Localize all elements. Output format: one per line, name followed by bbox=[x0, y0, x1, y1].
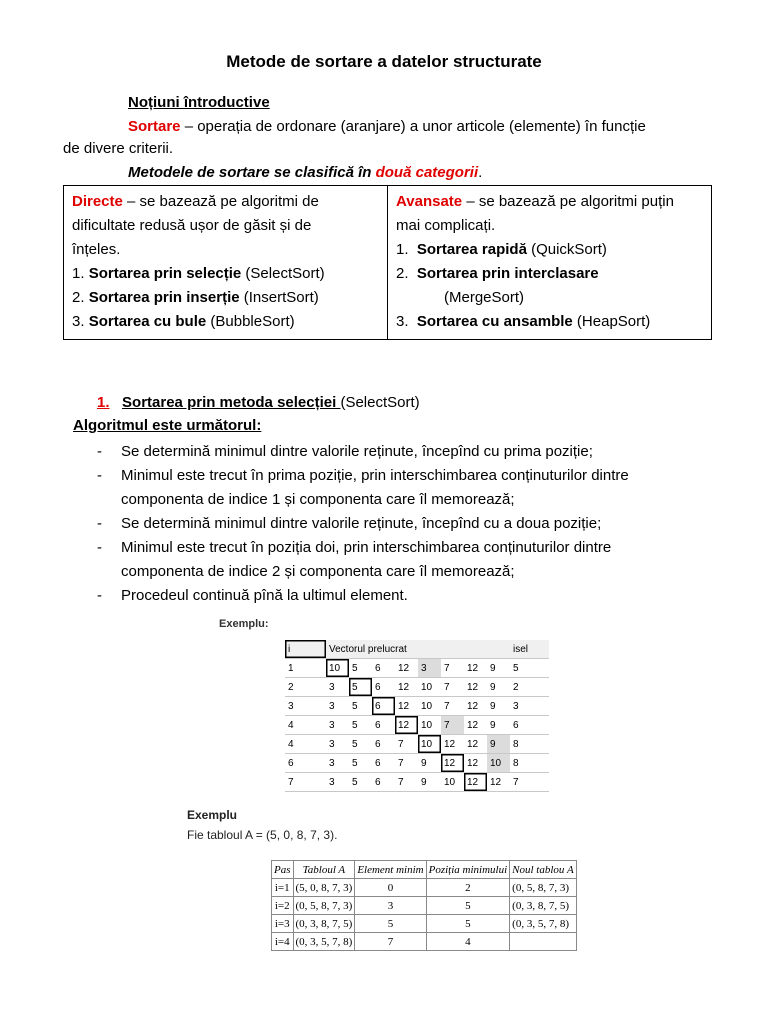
ex2-header-nou: Noul tablou A bbox=[510, 861, 577, 879]
ex1-cell-i: 4 bbox=[285, 735, 326, 754]
ex1-cell-value: 6 bbox=[372, 735, 395, 754]
ex1-cell-value: 12 bbox=[441, 754, 464, 773]
ex2-cell: i=2 bbox=[272, 897, 294, 915]
ex1-cell-value: 5 bbox=[349, 716, 372, 735]
ex1-cell-value: 6 bbox=[372, 659, 395, 678]
step-2: - Minimul este trecut în prima poziție, prin interschimbarea conținuturilor dintre componenta de indice 1 și componenta care îl memorează; bbox=[97, 467, 629, 508]
ex1-cell-value: 5 bbox=[349, 659, 372, 678]
example2-intro: Fie tabloul A = (5, 0, 8, 7, 3). bbox=[187, 828, 338, 842]
ex1-cell-value: 6 bbox=[372, 773, 395, 792]
ex1-cell-i: 2 bbox=[285, 678, 326, 697]
ex1-cell-i: 6 bbox=[285, 754, 326, 773]
direct-name: Directe bbox=[72, 193, 123, 210]
ex1-row bbox=[285, 697, 549, 716]
ex1-cell-value: 6 bbox=[372, 716, 395, 735]
ex1-cell-i: 3 bbox=[285, 697, 326, 716]
section1-number: 1. bbox=[97, 394, 110, 411]
direct-item-1: 1. Sortarea prin selecție (SelectSort) bbox=[72, 265, 325, 282]
ex1-cell-value: 9 bbox=[487, 735, 510, 754]
advanced-item-1: 1. Sortarea rapidă (QuickSort) bbox=[396, 241, 607, 258]
ex1-cell-value: 6 bbox=[372, 754, 395, 773]
advanced-desc-2: mai complicați. bbox=[396, 217, 496, 234]
ex1-cell-value: 10 bbox=[326, 659, 349, 678]
direct-column bbox=[64, 186, 387, 339]
ex2-cell: 3 bbox=[355, 897, 426, 915]
example1-label: Exemplu: bbox=[219, 618, 269, 630]
step-3: - Se determină minimul dintre valorile reținute, începînd cu a doua poziție; bbox=[97, 515, 602, 532]
ex1-cell-value: 10 bbox=[487, 754, 510, 773]
ex1-cell-value: 7 bbox=[441, 716, 464, 735]
ex1-cell-value: 7 bbox=[395, 754, 418, 773]
ex2-row bbox=[272, 915, 577, 933]
ex1-cell-value: 3 bbox=[326, 773, 349, 792]
ex1-cell-value: 9 bbox=[418, 754, 441, 773]
ex2-cell: 0 bbox=[355, 879, 426, 897]
advanced-column bbox=[387, 186, 711, 339]
ex1-cell-value: 9 bbox=[487, 716, 510, 735]
classify-red: două categorii bbox=[375, 164, 479, 181]
ex2-cell: (0, 5, 8, 7, 3) bbox=[510, 879, 577, 897]
direct-item-2: 2. Sortarea prin inserție (InsertSort) bbox=[72, 289, 319, 306]
ex2-header-pozitie: Poziția minimului bbox=[426, 861, 510, 879]
ex1-cell-value: 10 bbox=[418, 735, 441, 754]
ex1-cell-value: 5 bbox=[349, 754, 372, 773]
ex2-cell: 5 bbox=[355, 915, 426, 933]
advanced-desc-1: – se bazează pe algoritmi puțin bbox=[462, 193, 674, 210]
ex1-cell-value: 12 bbox=[464, 697, 487, 716]
classify-prefix: Metodele de sortare se clasifică în bbox=[128, 164, 376, 181]
ex1-cell-value: 9 bbox=[487, 697, 510, 716]
ex2-cell: 5 bbox=[426, 897, 510, 915]
ex2-cell: (0, 3, 5, 7, 8) bbox=[510, 915, 577, 933]
ex2-header-pas: Pas bbox=[272, 861, 294, 879]
ex1-cell-value: 12 bbox=[395, 659, 418, 678]
ex1-cell-value: 3 bbox=[326, 678, 349, 697]
ex1-cell-value: 3 bbox=[326, 716, 349, 735]
ex1-cell-value: 5 bbox=[349, 735, 372, 754]
page-title: Metode de sortare a datelor structurate bbox=[226, 52, 542, 71]
ex2-row bbox=[272, 897, 577, 915]
ex1-cell-value: 10 bbox=[441, 773, 464, 792]
direct-item-3: 3. Sortarea cu bule (BubbleSort) bbox=[72, 313, 295, 330]
ex1-cell-value: 9 bbox=[418, 773, 441, 792]
ex1-cell-isel: 2 bbox=[510, 678, 549, 697]
ex1-cell-value: 5 bbox=[349, 697, 372, 716]
ex2-cell: (0, 3, 8, 7, 5) bbox=[510, 897, 577, 915]
ex1-cell-value: 12 bbox=[464, 659, 487, 678]
ex1-cell-value: 5 bbox=[349, 773, 372, 792]
section1-heading bbox=[97, 392, 420, 414]
section1-paren: (SelectSort) bbox=[340, 394, 420, 411]
direct-desc-3: înțeles. bbox=[72, 241, 121, 258]
advanced-item-2: 2. Sortarea prin interclasare bbox=[396, 265, 599, 282]
ex1-cell-value: 6 bbox=[372, 697, 395, 716]
ex2-header-tablou: Tabloul A bbox=[293, 861, 355, 879]
ex1-cell-value: 7 bbox=[441, 697, 464, 716]
ex1-row bbox=[285, 659, 549, 678]
ex1-cell-i: 4 bbox=[285, 716, 326, 735]
ex2-cell: (0, 3, 5, 7, 8) bbox=[293, 933, 355, 951]
ex2-cell: i=4 bbox=[272, 933, 294, 951]
ex1-cell-value: 3 bbox=[326, 754, 349, 773]
ex1-row bbox=[285, 716, 549, 735]
ex2-row bbox=[272, 879, 577, 897]
ex1-cell-value: 12 bbox=[441, 735, 464, 754]
ex1-cell-value: 7 bbox=[395, 735, 418, 754]
ex1-cell-value: 12 bbox=[395, 678, 418, 697]
ex1-cell-value: 9 bbox=[487, 678, 510, 697]
direct-desc-2: dificultate redusă ușor de găsit și de bbox=[72, 217, 312, 234]
classify-line bbox=[128, 162, 482, 184]
ex1-cell-value: 10 bbox=[418, 678, 441, 697]
example1-table bbox=[285, 640, 549, 792]
ex1-cell-value: 7 bbox=[395, 773, 418, 792]
ex2-cell: 2 bbox=[426, 879, 510, 897]
ex1-cell-value: 12 bbox=[464, 678, 487, 697]
ex1-row bbox=[285, 773, 549, 792]
ex1-cell-value: 7 bbox=[441, 659, 464, 678]
ex1-cell-isel: 6 bbox=[510, 716, 549, 735]
ex1-cell-value: 7 bbox=[441, 678, 464, 697]
example2-label: Exemplu bbox=[187, 808, 238, 822]
ex2-cell: 4 bbox=[426, 933, 510, 951]
ex1-cell-isel: 8 bbox=[510, 735, 549, 754]
ex1-header-isel: isel bbox=[510, 640, 549, 659]
advanced-item-2-paren: (MergeSort) bbox=[444, 289, 525, 306]
ex1-cell-value: 9 bbox=[487, 659, 510, 678]
direct-desc-1: – se bazează pe algoritmi de bbox=[122, 193, 319, 210]
step-5: - Procedeul continuă pînă la ultimul element. bbox=[97, 587, 408, 604]
ex1-cell-value: 12 bbox=[395, 716, 418, 735]
ex1-cell-value: 10 bbox=[418, 716, 441, 735]
ex1-row bbox=[285, 735, 549, 754]
ex1-cell-value: 12 bbox=[487, 773, 510, 792]
ex1-cell-isel: 8 bbox=[510, 754, 549, 773]
sortare-word: Sortare bbox=[128, 118, 181, 135]
algorithm-heading: Algoritmul este următorul: bbox=[73, 417, 262, 434]
step-1: - Se determină minimul dintre valorile reținute, începînd cu prima poziție; bbox=[97, 443, 593, 460]
categories-table bbox=[63, 185, 712, 340]
ex1-cell-isel: 3 bbox=[510, 697, 549, 716]
ex1-cell-value: 12 bbox=[464, 754, 487, 773]
ex1-cell-value: 10 bbox=[418, 697, 441, 716]
ex2-row bbox=[272, 933, 577, 951]
sortare-def-1: – operația de ordonare (aranjare) a unor articole (elemente) în funcție bbox=[180, 118, 646, 135]
ex2-cell: (5, 0, 8, 7, 3) bbox=[293, 879, 355, 897]
ex1-cell-value: 5 bbox=[349, 678, 372, 697]
classify-suffix: . bbox=[478, 164, 483, 181]
ex1-cell-value: 12 bbox=[464, 716, 487, 735]
ex1-cell-i: 7 bbox=[285, 773, 326, 792]
ex1-cell-value: 12 bbox=[464, 773, 487, 792]
ex2-cell: i=1 bbox=[272, 879, 294, 897]
ex1-cell-value: 3 bbox=[326, 735, 349, 754]
step-4: - Minimul este trecut în poziția doi, prin interschimbarea conținuturilor dintre componenta de indice 2 și componenta care îl memorează; bbox=[97, 539, 612, 580]
ex2-cell bbox=[510, 933, 577, 951]
advanced-item-3: 3. Sortarea cu ansamble (HeapSort) bbox=[396, 313, 651, 330]
section1-title: Sortarea prin metoda selecției bbox=[122, 394, 341, 411]
example2-table bbox=[271, 860, 577, 951]
ex1-cell-value: 3 bbox=[418, 659, 441, 678]
ex2-cell: i=3 bbox=[272, 915, 294, 933]
ex1-cell-value: 6 bbox=[372, 678, 395, 697]
ex2-cell: 5 bbox=[426, 915, 510, 933]
ex1-header-vector: Vectorul prelucrat bbox=[326, 640, 510, 659]
sortare-definition bbox=[128, 116, 728, 138]
intro-heading: Noțiuni întroductive bbox=[128, 94, 270, 111]
ex1-row bbox=[285, 678, 549, 697]
ex2-cell: (0, 5, 8, 7, 3) bbox=[293, 897, 355, 915]
ex1-header-i: i bbox=[285, 640, 326, 659]
ex2-cell: 7 bbox=[355, 933, 426, 951]
ex2-header-min: Element minim bbox=[355, 861, 426, 879]
ex1-cell-isel: 7 bbox=[510, 773, 549, 792]
ex1-cell-i: 1 bbox=[285, 659, 326, 678]
ex1-cell-value: 12 bbox=[395, 697, 418, 716]
ex1-cell-value: 12 bbox=[464, 735, 487, 754]
advanced-name: Avansate bbox=[396, 193, 463, 210]
ex1-row bbox=[285, 754, 549, 773]
ex1-cell-value: 3 bbox=[326, 697, 349, 716]
ex1-cell-isel: 5 bbox=[510, 659, 549, 678]
sortare-def-2: de divere criterii. bbox=[63, 140, 174, 157]
ex2-cell: (0, 3, 8, 7, 5) bbox=[293, 915, 355, 933]
